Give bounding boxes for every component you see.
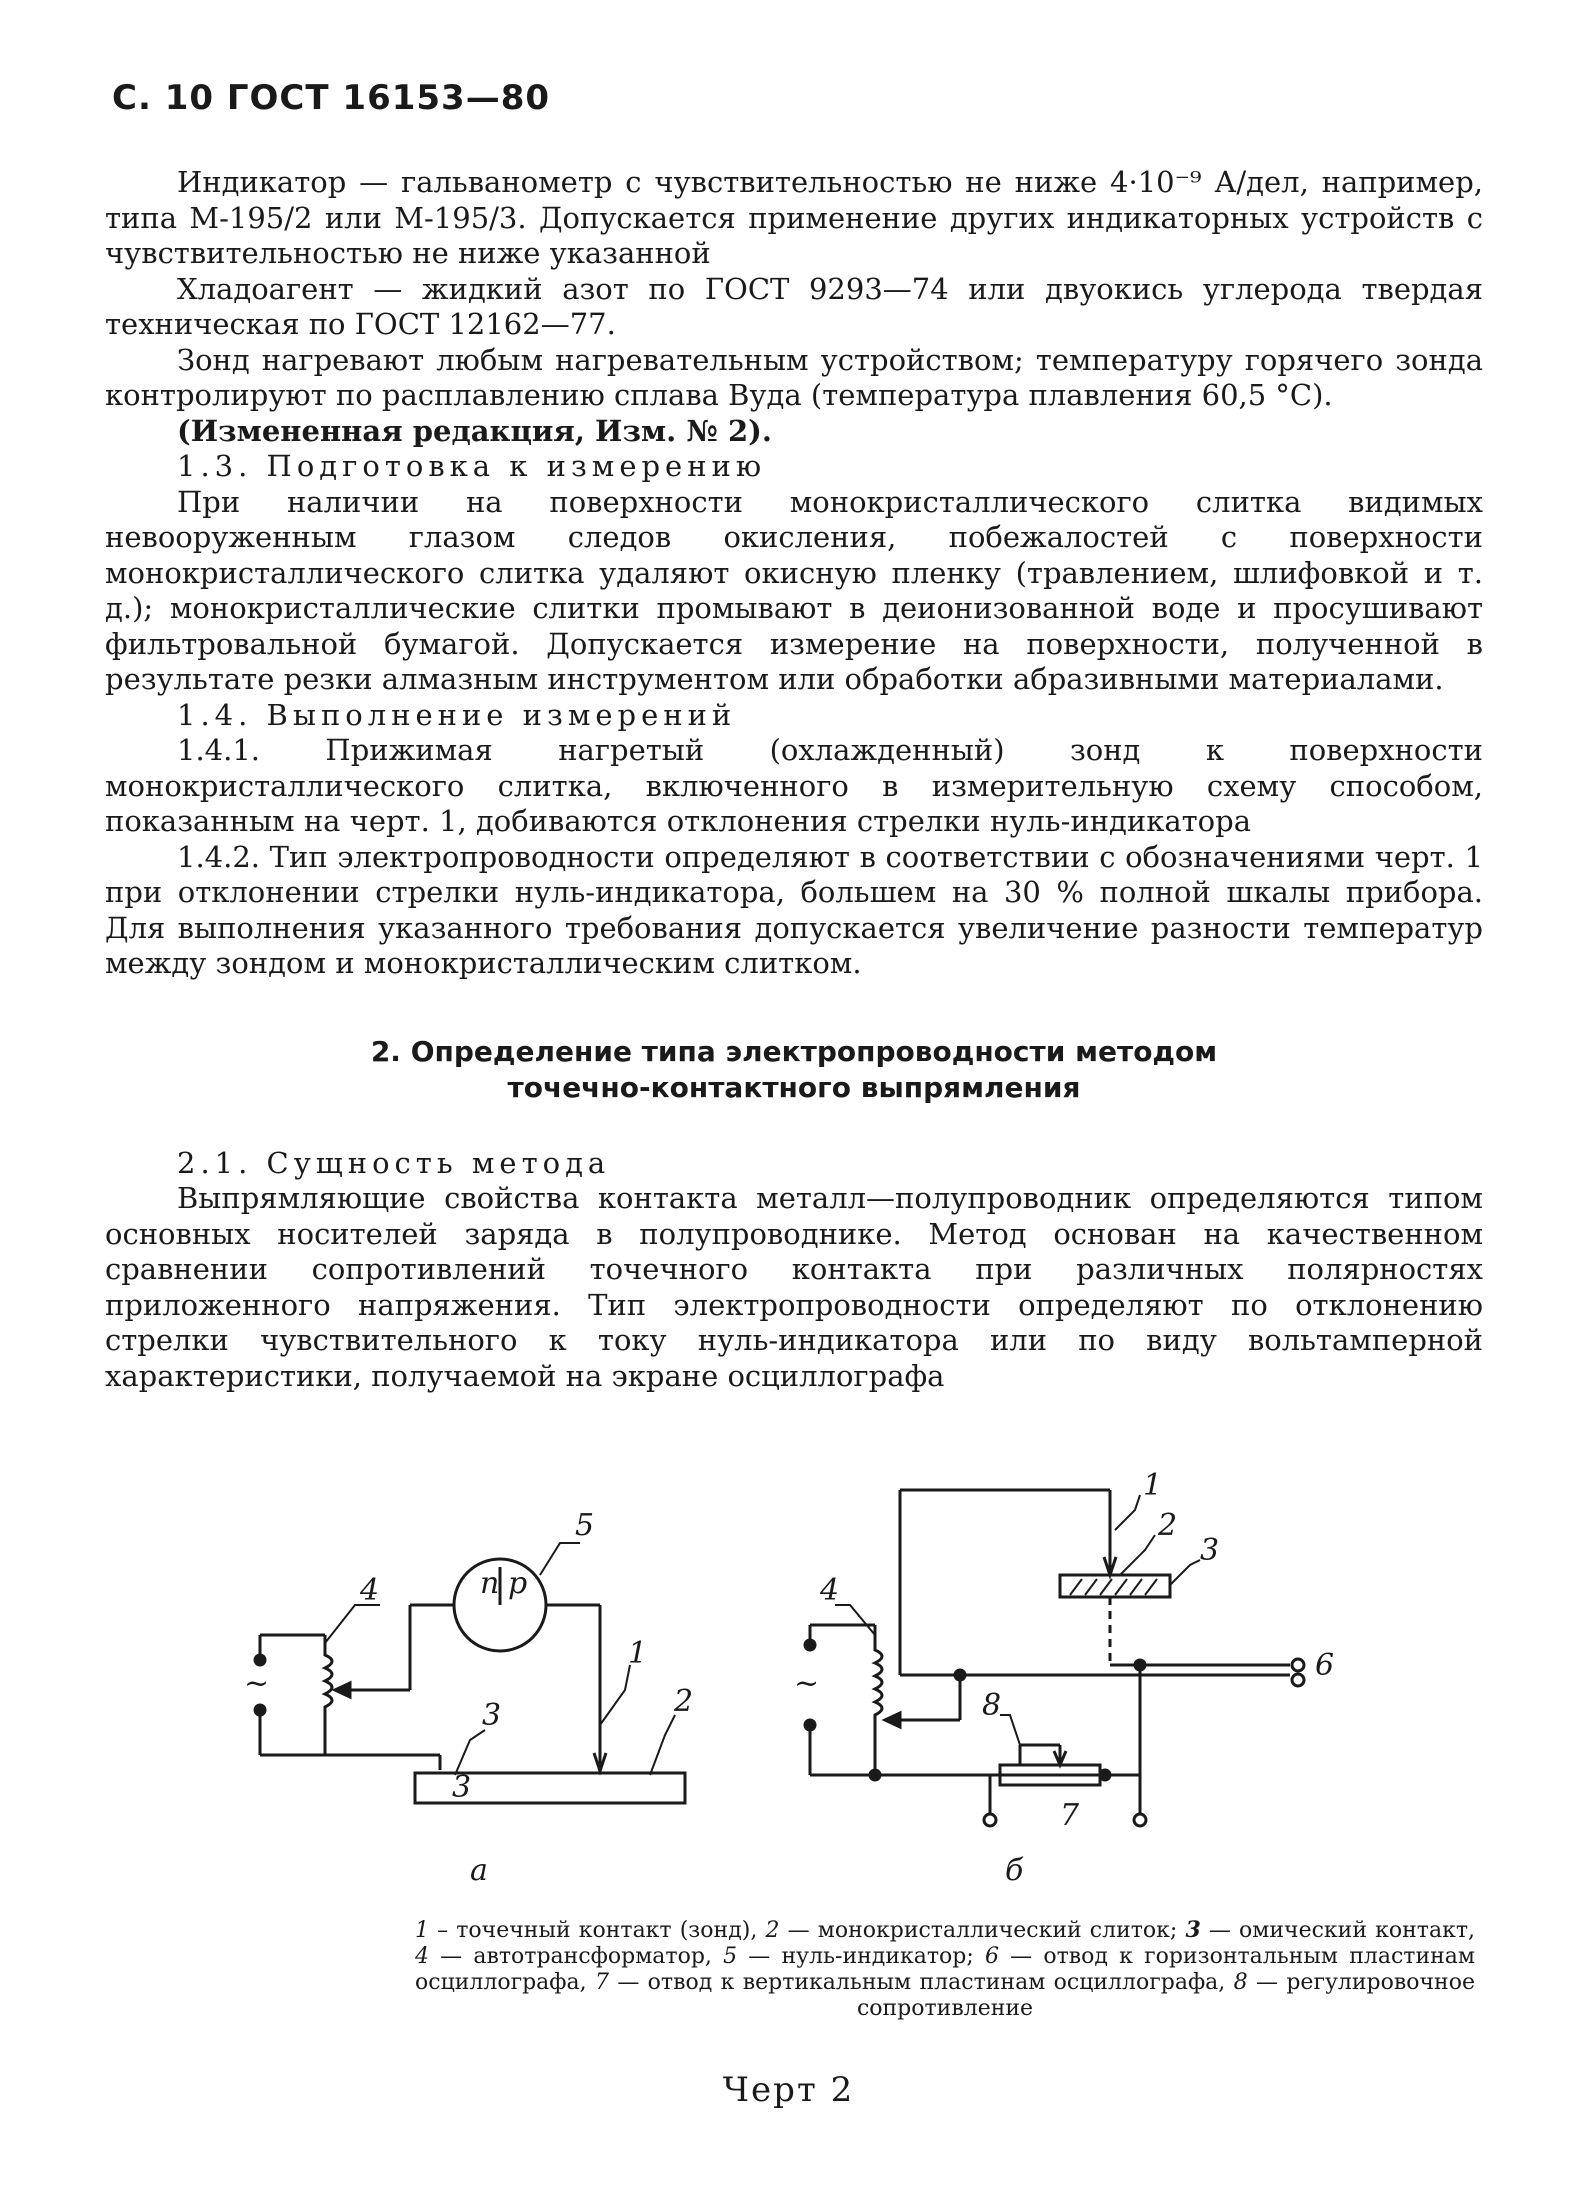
schematic-a	[230, 1475, 750, 1895]
paragraph-edition-note: (Измененная редакция, Изм. № 2).	[177, 413, 772, 448]
paragraph-preparation: При наличии на поверхности монокристаллического слитка видимых невооруженным глазом следов окисления, побежалостей с поверхности монокристаллического слитка удаляют окисную пленку (травлением, шлифовкой и т. д.); монокристаллические слитки промывают в деионизованной воде и просушивают фильтровальной бумагой. Допускается измерение на поверхности, полученной в результате резки алмазным инструментом или обработки абразивными материалами.	[105, 484, 1483, 696]
caption-text-3: — омический контакт,	[1200, 1918, 1475, 1943]
caption-text-1: – точечный контакт (зонд),	[429, 1918, 766, 1943]
contact-3-marker: 3	[452, 1770, 472, 1805]
figure-schematics	[230, 1468, 1380, 1915]
paragraph-1-4-1: 1.4.1. Прижимая нагретый (охлажденный) зонд к поверхности монокристаллического слитка, включенного в измерительную схему способом, показанным на черт. 1, добиваются отклонения стрелки нуль-индикатора	[105, 733, 1483, 838]
label-2-b: 2	[1158, 1508, 1178, 1543]
label-4-a: 4	[360, 1573, 380, 1608]
label-3-b: 3	[1200, 1533, 1220, 1568]
subsection-heading-1-4: 1.4. Выполнение измерений	[177, 697, 737, 732]
meter-label-p: p	[508, 1566, 528, 1601]
caption-text-8: — регулировочное сопротивление	[856, 1970, 1475, 2021]
label-6-b: 6	[1315, 1648, 1335, 1683]
page-header: С. 10 ГОСТ 16153—80	[112, 78, 551, 118]
label-8-b: 8	[982, 1688, 1002, 1723]
ac-source-symbol-a: ~	[244, 1666, 270, 1701]
section-title	[105, 1034, 1483, 1106]
caption-num-3: 3	[1185, 1917, 1201, 1943]
paragraph-indicator: Индикатор — гальванометр с чувствительностью не ниже 4·10⁻⁹ А/дел, например, типа М-195/2 или М-195/3. Допускается применение других индикаторных устройств с чувствительностью не ниже указанной	[105, 165, 1483, 270]
meter-label-n: n	[480, 1566, 500, 1601]
caption-text-7: — отвод к вертикальным пластинам осциллографа,	[608, 1970, 1234, 1995]
label-5-a: 5	[575, 1508, 595, 1543]
paragraph-1-4-2: 1.4.2. Тип электропроводности определяют в соответствии с обозначениями черт. 1 при отклонении стрелки нуль-индикатора, большем на 30 % полной шкалы прибора. Для выполнения указанного требования допускается увеличение разности температур между зондом и монокристаллическим слитком.	[105, 839, 1483, 980]
paragraph-probe-heating: Зонд нагревают любым нагревательным устройством; температуру горячего зонда контролируют по расплавлению сплава Вуда (температура плавления 60,5 °С).	[105, 342, 1483, 412]
label-7-b: 7	[1060, 1798, 1080, 1833]
label-4-b: 4	[820, 1573, 840, 1608]
caption-text-2: — монокристаллический слиток;	[779, 1918, 1186, 1943]
caption-num-4: 4	[415, 1944, 429, 1969]
schematic-b	[760, 1468, 1380, 1895]
ac-source-symbol-b: ~	[794, 1666, 820, 1701]
caption-text-6: — отвод к горизонтальным пластинам осциллографа,	[415, 1944, 1476, 1995]
caption-num-5: 5	[723, 1944, 738, 1969]
sublabel-a: а	[470, 1853, 488, 1888]
paragraph-method-essence: Выпрямляющие свойства контакта металл—полупроводник определяются типом основных носителей заряда в полупроводнике. Метод основан на качественном сравнении сопротивлений точечного контакта при различных полярностях приложенного напряжения. Тип электропроводности определяют по отклонению стрелки чувствительного к току нуль-индикатора или по виду вольтамперной характеристики, получаемой на экране осциллографа	[105, 1181, 1483, 1393]
sublabel-b: б	[1005, 1853, 1024, 1888]
label-1-b: 1	[1143, 1468, 1163, 1503]
label-3-a: 3	[482, 1698, 502, 1733]
section-title-line-1: 2. Определение типа электропроводности методом	[370, 1034, 1218, 1068]
subsection-heading-2-1: 2.1. Сущность метода	[177, 1145, 611, 1180]
label-2-a: 2	[674, 1684, 694, 1719]
figure-caption	[415, 1917, 1475, 2022]
caption-num-1: 1	[415, 1918, 429, 1943]
caption-num-7: 7	[594, 1970, 609, 1995]
label-1-a: 1	[628, 1636, 648, 1671]
subsection-heading-1-3: 1.3. Подготовка к измерению	[177, 449, 767, 483]
caption-num-6: 6	[984, 1944, 999, 1969]
section-title-line-2: точечно-контактного выпрямления	[507, 1070, 1081, 1104]
caption-num-8: 8	[1233, 1970, 1248, 1995]
caption-text-5: — нуль-индикатор;	[737, 1944, 985, 1969]
figure-number: Черт 2	[722, 2070, 855, 2110]
paragraph-coolant: Хладоагент — жидкий азот по ГОСТ 9293—74 или двуокись углерода твердая техническая по ГОСТ 12162—77.	[105, 271, 1483, 341]
caption-num-2: 2	[765, 1918, 780, 1943]
body-text	[105, 165, 1483, 1394]
caption-text-4: — автотрансформатор,	[429, 1944, 724, 1969]
